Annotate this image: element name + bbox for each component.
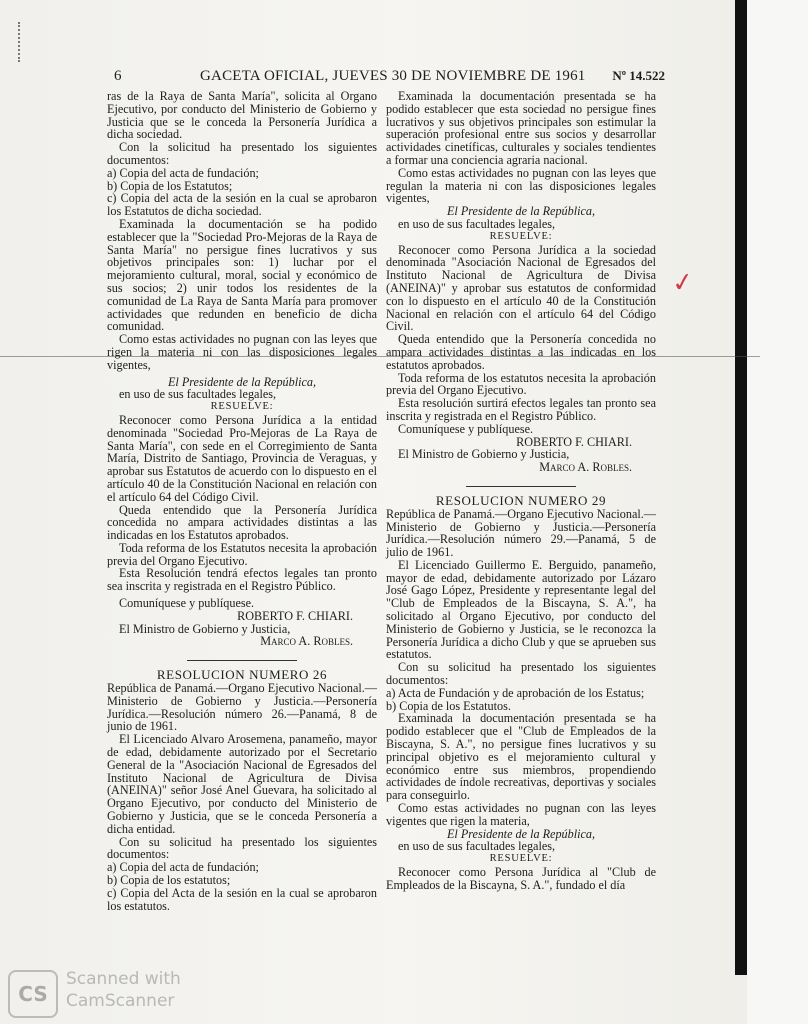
paragraph: Como estas actividades no pugnan con las leyes que regulan la materia ni con las disposiciones legales vigentes, [386,165,656,206]
resuelve-heading: RESUELVE: [210,401,274,413]
list-item: c) Copia del Acta de la sesión en la cual se aprobaron los estatutos. [107,885,377,913]
paragraph: Con la solicitud ha presentado los siguientes documentos: [107,140,377,167]
paragraph: Esta Resolución tendrá efectos legales tan pronto sea inscrita y registrada en el Registro Público. [107,566,377,594]
paragraph: Reconocer como Persona Jurídica a la sociedad denominada "Asociación Nacional de Egresados del Instituto Nacional de Agricultura de Divisa (ANEINA)" y aprobar sus estatutos de conformidad con lo dispuesto en el artículo 40 de la Constitución Nacional en relación con el artículo 64 del Código Civil. [386,242,656,334]
president-line: El Presidente de la República, [167,374,317,389]
minister-name: Marco A. Robles. [260,634,353,649]
paragraph: Reconocer como Persona Jurídica al "Club de Empleados de la Biscayna, S. A.", fundado el día [386,865,656,892]
powers-line: en uso de sus facultades legales, [119,387,277,402]
camscanner-logo-icon: CS [8,970,58,1018]
paragraph: Examinada la documentación se ha podido establecer que la "Sociedad Pro-Mejoras de la Raya de Santa María" no persigue fines lucrativos y sus objetivos principales son: 1) luchar por el mejoramiento cultural, moral, social y económico de sus socios; 2) unir todos los residentes de la comunidad de La Raya de Santa María para promover actividades que redunden en beneficio de dicha comunidad. [107,216,377,334]
list-item: a) Acta de Fundación y de aprobación de los Estatus; [386,685,645,700]
camscanner-watermark [8,966,268,1016]
watermark-line-2: CamScanner [66,991,175,1011]
publish-line: Comuníquese y publíquese. [119,596,255,611]
watermark-text [66,968,181,1012]
resolution-title: RESOLUCION NUMERO 26 [156,667,328,683]
paragraph: ras de la Raya de Santa María", solicita al Organo Ejecutivo, por conducto del Ministerio de Gobierno y Justicia que se le conceda la Personería Jurídica a dicha sociedad. [107,89,377,142]
paragraph: Con su solicitud ha presentado los siguientes documentos: [107,834,377,862]
list-item: b) Copia de los Estatutos. [386,698,511,713]
paragraph: Como estas actividades no pugnan con las leyes vigentes que rigen la materia, [386,801,656,828]
scan-margin [747,0,808,1024]
powers-line: en uso de sus facultades legales, [398,216,556,231]
watermark-line-1: Scanned with [66,969,181,989]
resuelve-heading: RESUELVE: [489,853,553,865]
signer: ROBERTO F. CHIARI. [237,608,353,623]
paragraph: Queda entendido que la Personería concedida no ampara actividades distintas a las indicadas en los estatutos aprobados. [386,332,656,372]
paragraph: Con su solicitud ha presentado los siguientes documentos: [386,660,656,688]
publish-line: Comuníquese y publíquese. [398,421,534,436]
minister-label: El Ministro de Gobierno y Justicia, [398,447,570,462]
president-line: El Presidente de la República, [446,826,596,841]
paragraph: Como estas actividades no pugnan con las leyes que rigen la materia ni con las disposiciones legales vigentes, [107,332,377,372]
paragraph: Esta resolución surtirá efectos legales tan pronto sea inscrita y registrada en el Registro Público. [386,396,656,423]
minister-name: Marco A. Robles. [539,460,632,475]
powers-line: en uso de sus facultades legales, [398,839,556,854]
binding-marks [18,22,26,62]
president-line: El Presidente de la República, [446,204,596,219]
paragraph: Toda reforma de los Estatutos necesita la aprobación previa del Organo Ejecutivo. [107,540,377,568]
signer: ROBERTO F. CHIARI. [516,434,632,449]
left-column [107,90,377,912]
section-divider [466,486,576,487]
paragraph: El Licenciado Guillermo E. Berguido, panameño, mayor de edad, debidamente autorizado por Lázaro José Gago López, Presidente y representante legal del "Club de Empleados de la Biscayna, S. A.", ha solicitado al Organo Ejecutivo, por conducto del Ministerio de Gobierno y Justicia, se le reconozca la Personería Jurídica a dicho Club y que se aprueben sus estatutos. [386,557,656,662]
paragraph: Toda reforma de los estatutos necesita la aprobación previa del Organo Ejecutivo. [386,370,656,398]
list-item: b) Copia de los estatutos; [107,873,231,888]
gazette-header [100,68,665,88]
paragraph: Examinada la documentación presentada se ha podido establecer que el "Club de Empleados de la Biscayna, S. A.", no persigue fines lucrativos y su principal objetivo es el mejoramiento cultural y económico entre sus miembros, propendiendo actividades de índole recreativas, deportivas y sociales para conseguirlo. [386,711,656,803]
list-item: a) Copia del acta de fundación; [107,165,259,180]
paragraph: República de Panamá.—Organo Ejecutivo Nacional.—Ministerio de Gobierno y Justicia.—Personería Jurídica.—Resolución número 29.—Panamá, 5 de julio de 1961. [386,506,656,560]
section-divider [187,660,297,661]
list-item: c) Copia del acta de la sesión en la cual se aprobaron los Estatutos de dicha sociedad. [107,191,377,219]
page-edge-shadow [735,0,747,975]
list-item: b) Copia de los Estatutos; [107,178,233,193]
paragraph: El Licenciado Alvaro Arosemena, panameño, mayor de edad, debidamente autorizado por el Secretario General de la "Asociación Nacional de Egresados del Instituto Nacional de Agricultura de Divisa (ANEINA)" señor José Anel Guevara, ha solicitado al Organo Ejecutivo, por conducto del Ministerio de Gobierno y Justicia, que se le conceda Personería a dicha entidad. [107,732,377,836]
minister-label: El Ministro de Gobierno y Justicia, [119,621,291,636]
resolution-title: RESOLUCION NUMERO 29 [435,492,607,508]
resuelve-heading: RESUELVE: [489,230,553,242]
issue-number: Nº 14.522 [612,68,665,83]
gazette-title: GACETA OFICIAL, JUEVES 30 DE NOVIEMBRE DE 1961 [200,68,586,84]
right-column [386,90,656,892]
paragraph: Queda entendido que la Personería Jurídica concedida no ampara actividades distintas a las indicadas en los Estatutos aprobados. [107,502,377,543]
list-item: a) Copia del acta de fundación; [107,860,259,875]
page-number: 6 [114,68,122,84]
red-check-mark-icon: ✓ [670,266,696,300]
paragraph: Examinada la documentación presentada se ha podido establecer que esta sociedad no persigue fines lucrativos y sus objetivos principales son estimular la superación profesional entre sus socios y desarrollar actividades cinetíficas, culturales y sociales tendientes a formar una conciencia agraria nacional. [386,89,656,167]
paragraph: Reconocer como Persona Jurídica a la entidad denominada "Sociedad Pro-Mejoras de La Raya de Santa María", con sede en el Corregimiento de Santa María, Distrito de Santiago, Provincia de Veraguas, y aprobar sus Estatutos de acuerdo con lo dispuesto en el artículo 40 de la Constitución Nacional en relación con el artículo 64 del Código Civil. [107,412,377,504]
paragraph: República de Panamá.—Organo Ejecutivo Nacional.—Ministerio de Gobierno y Justicia.—Personería Jurídica.—Resolución número 26.—Panamá, 8 de junio de 1961. [107,681,377,734]
